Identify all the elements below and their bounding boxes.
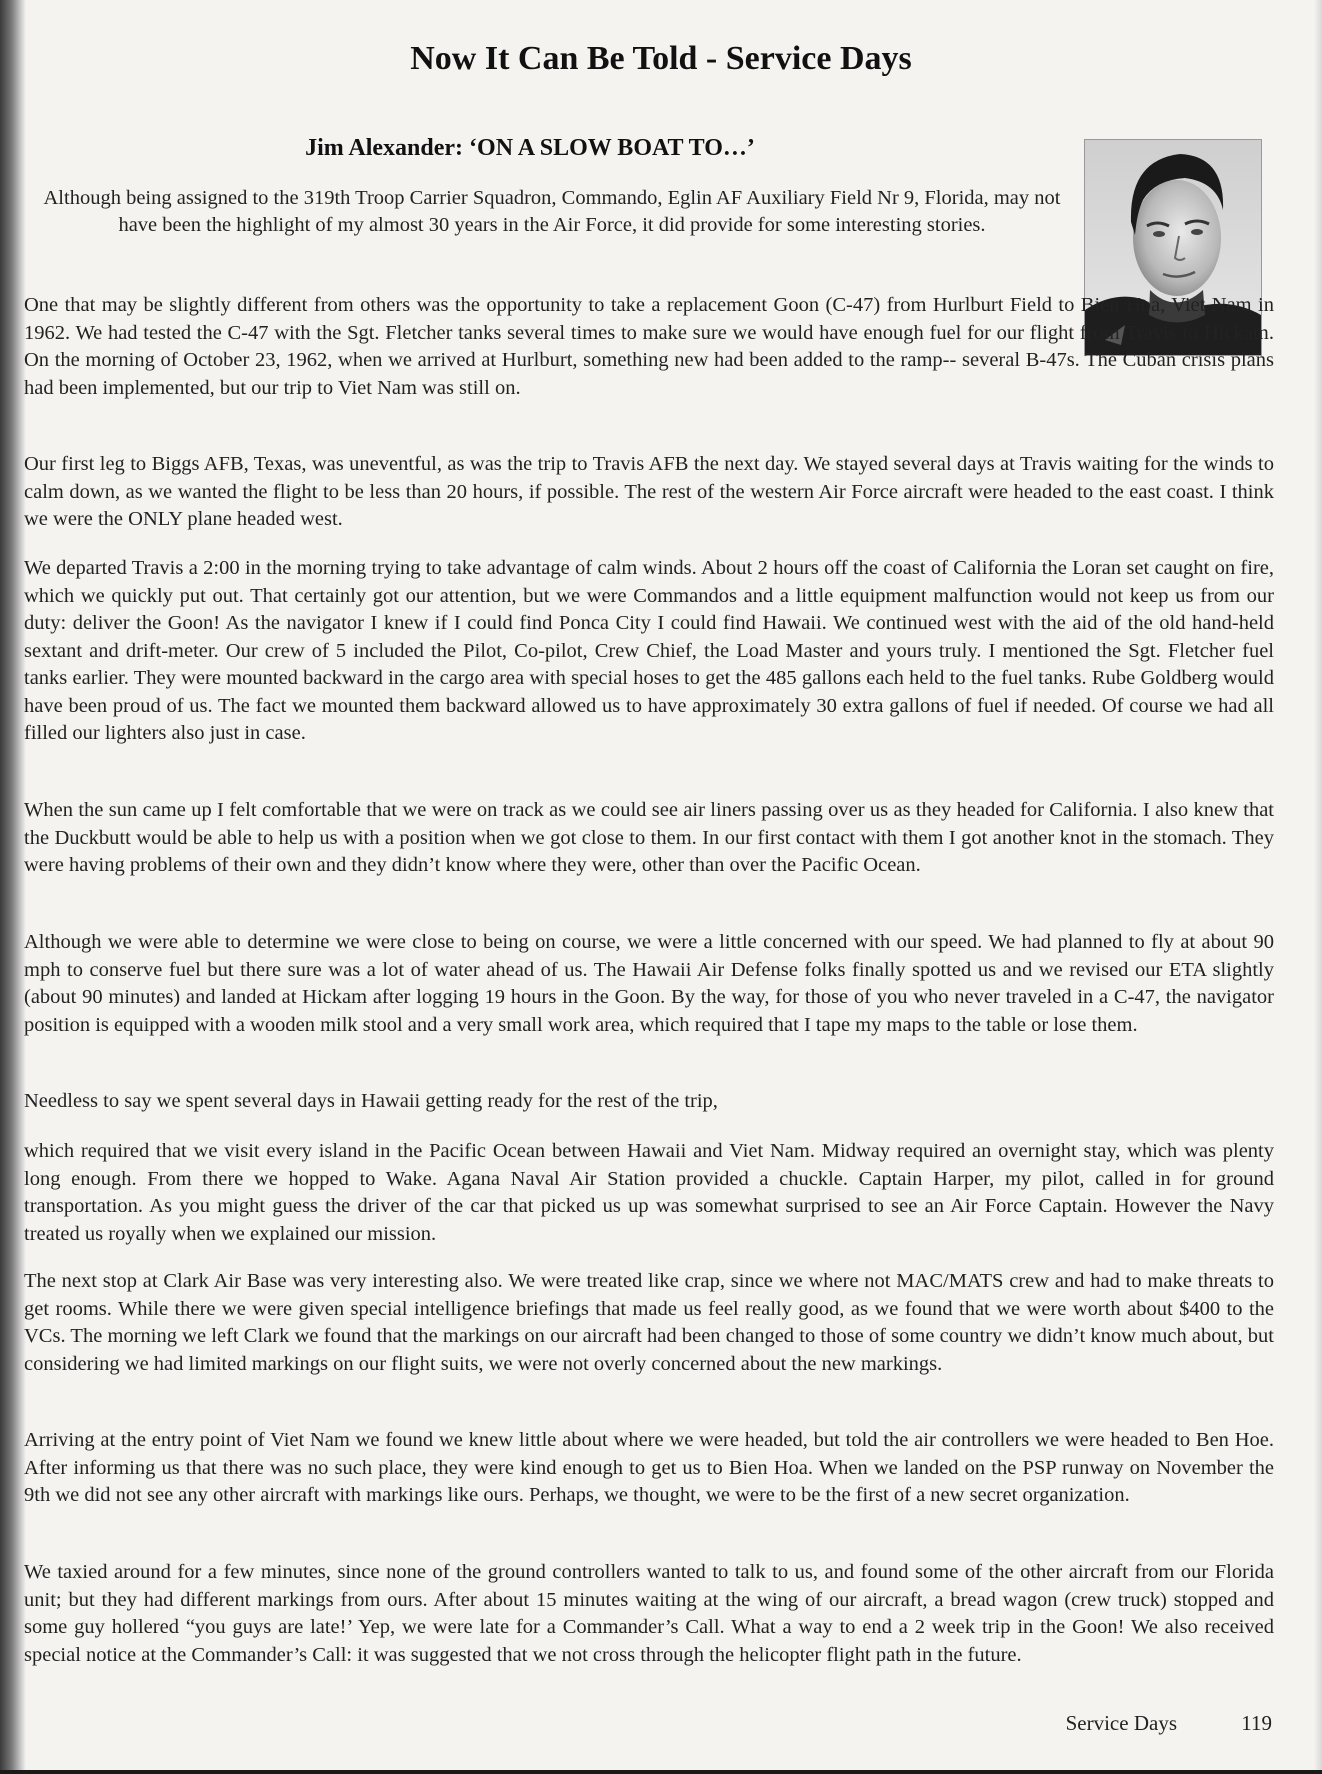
book-spine-shadow	[0, 0, 26, 1774]
footer-section-label: Service Days	[1065, 1711, 1177, 1735]
bottom-border	[0, 1770, 1322, 1774]
paragraph-4: When the sun came up I felt comfortable that we were on track as we could see air liners passing over us as they headed for California. I also knew that the Duckbutt would be able to help us with a position when we got close to them. In our first contact with them I got another knot in the stomach. They were having problems of their own and they didn’t know where they were, other than over the Pacific Ocean.	[24, 799, 1274, 876]
paragraph-10: We taxied around for a few minutes, since none of the ground controllers wanted to talk to us, and found some of the other aircraft from our Florida unit; but they had different markings from ours. After about 15 minutes waiting at the wing of our aircraft, a bread wagon (crew truck) stopped and some guy hollered “you guys are late!’ Yep, we were late for a Commander’s Call. What a way to end a 2 week trip in the Goon! We also received special notice at the Commander’s Call: it was suggested that we not cross through the helicopter flight path in the future.	[24, 1561, 1274, 1666]
paragraph-6: Needless to say we spent several days in Hawaii getting ready for the rest of the trip,	[24, 1090, 718, 1112]
paragraph-5: Although we were able to determine we were close to being on course, we were a little concerned with our speed. We had planned to fly at about 90 mph to conserve fuel but there sure was a lot of water ahead of us. The Hawaii Air Defense folks finally spotted us and we revised our ETA slightly (about 90 minutes) and landed at Hickam after logging 19 hours in the Goon. By the way, for those of you who never traveled in a C-47, the navigator position is equipped with a wooden milk stool and a very small work area, which required that I tape my maps to the table or lose them.	[24, 931, 1274, 1036]
page-edge	[1314, 0, 1322, 1774]
paragraph-3: We departed Travis a 2:00 in the morning trying to take advantage of calm winds. About 2 hours off the coast of California the Loran set caught on fire, which we quickly put out. That certainly got our attention, but we were Commandos and a little equipment malfunction would not keep us from our duty: deliver the Goon! As the navigator I knew if I could find Ponca City I could find Hawaii. We continued west with the aid of the old hand-held sextant and drift-meter. Our crew of 5 included the Pilot, Co-pilot, Crew Chief, the Load Master and yours truly. I mentioned the Sgt. Fletcher fuel tanks earlier. They were mounted backward in the cargo area with special hoses to get the 485 gallons each held to the fuel tanks. Rube Goldberg would have been proud of us. The fact we mounted them backward allowed us to have approximately 30 extra gallons of fuel if needed. Of course we had all filled our lighters also just in case.	[24, 557, 1274, 744]
paragraph-9: Arriving at the entry point of Viet Nam we found we knew little about where we were headed, but told the air controllers we were headed to Ben Hoe. After informing us that there was no such place, they were kind enough to get us to Bien Hoa. When we landed on the PSP runway on November the 9th we did not see any other aircraft with markings like ours. Perhaps, we thought, we were to be the first of a new secret organization.	[24, 1429, 1274, 1506]
paragraph-1: One that may be slightly different from others was the opportunity to take a replacement Goon (C-47) from Hurlburt Field to Bien Hoa, Viet Nam in 1962. We had tested the C-47 with the Sgt. Fletcher tanks several times to make sure we would have enough fuel for our flight from Travis to Hickam. On the morning of October 23, 1962, when we arrived at Hurlburt, something new had been added to the ramp-- several B-47s. The Cuban crisis plans had been implemented, but our trip to Viet Nam was still on.	[24, 294, 1274, 399]
page-number: 119	[1241, 1711, 1272, 1735]
paragraph-2: Our first leg to Biggs AFB, Texas, was uneventful, as was the trip to Travis AFB the next day. We stayed several days at Travis waiting for the winds to calm down, as we wanted the flight to be less than 20 hours, if possible. The rest of the western Air Force aircraft were headed to the east coast. I think we were the ONLY plane headed west.	[24, 453, 1274, 530]
intro-paragraph: Although being assigned to the 319th Troop Carrier Squadron, Commando, Eglin AF Auxiliary Field Nr 9, Florida, may not have been the highlight of my almost 30 years in the Air Force, it did provide for some interesting stories.	[43, 187, 1061, 236]
paragraph-7: which required that we visit every island in the Pacific Ocean between Hawaii and Viet Nam. Midway required an overnight stay, which was plenty long enough. From there we hopped to Wake. Agana Naval Air Station provided a chuckle. Captain Harper, my pilot, called in for ground transportation. As you might guess the driver of the car that picked us up was somewhat surprised to see an Air Force Captain. However the Navy treated us royally when we explained our mission.	[24, 1140, 1274, 1245]
article-title: Jim Alexander: ‘ON A SLOW BOAT TO…’	[305, 135, 755, 161]
paragraph-8: The next stop at Clark Air Base was very interesting also. We were treated like crap, since we where not MAC/MATS crew and had to make threats to get rooms. While there we were given special intelligence briefings that made us feel really good, as we found that we were worth about $400 to the VCs. The morning we left Clark we found that the markings on our aircraft had been changed to those of some country we didn’t know much about, but considering we had limited markings on our flight suits, we were not overly concerned about the new markings.	[24, 1270, 1274, 1375]
page-title: Now It Can Be Told - Service Days	[410, 40, 912, 77]
